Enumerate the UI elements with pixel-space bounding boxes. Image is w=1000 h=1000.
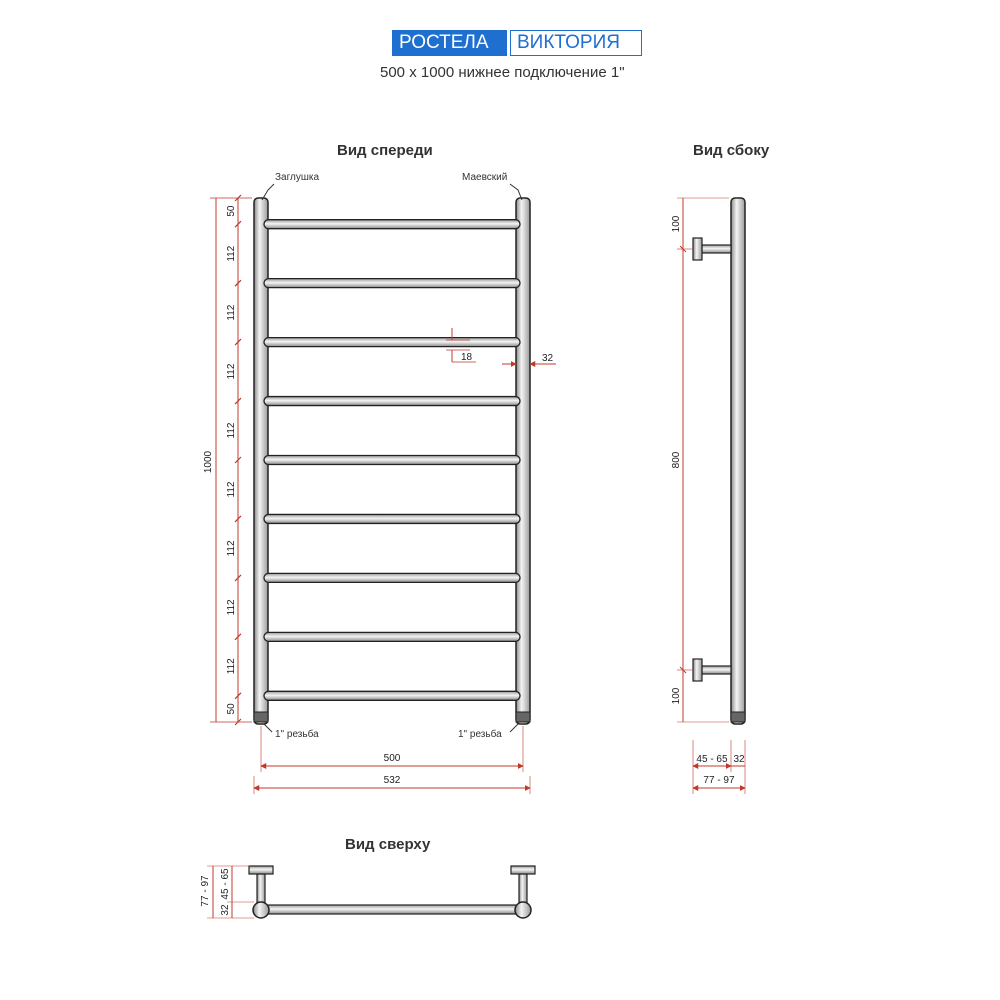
left-thread-end: [254, 712, 268, 722]
side-mount-range-label: 45 - 65: [696, 754, 728, 765]
thread-right-leader: [510, 724, 518, 732]
step-dimension-chain: [226, 195, 241, 725]
crossbar: [264, 397, 520, 406]
top-view-title: Вид сверху: [345, 836, 431, 853]
side-rail: [731, 198, 745, 724]
crossbar: [264, 573, 520, 582]
thread-right-label: 1" резьба: [458, 729, 502, 740]
subtitle: 500 x 1000 нижнее подключение 1": [380, 64, 625, 81]
side-rail-label: 32: [733, 754, 745, 765]
top-rail-label: 32: [220, 904, 231, 916]
brand-name-box: РОСТЕЛА: [392, 30, 507, 56]
side-thread-end: [731, 712, 745, 722]
width-total-label: 532: [383, 775, 401, 786]
crossbar: [264, 279, 520, 288]
side-top-offset-label: 100: [671, 215, 682, 233]
front-view: [203, 172, 556, 794]
side-middle-label: 800: [671, 451, 682, 469]
crossbars: [264, 220, 520, 701]
top-right-flange: [511, 866, 535, 874]
thread-left-leader: [264, 724, 272, 732]
side-depth-label: 77 - 97: [703, 775, 735, 786]
side-bracket-top-flange: [693, 238, 702, 260]
step-top-offset-label: 50: [226, 205, 237, 217]
step-label: 112: [226, 304, 237, 321]
step-label: 112: [226, 658, 237, 675]
crossbar: [264, 632, 520, 641]
crossbar: [264, 691, 520, 700]
mayevsky-label: Маевский: [462, 172, 508, 183]
side-bracket-top-arm: [702, 245, 731, 253]
side-view-title: Вид сбоку: [693, 142, 770, 159]
crossbar: [264, 338, 520, 347]
side-bracket-bottom-arm: [702, 666, 731, 674]
step-label: 112: [226, 599, 237, 616]
bar-diameter-label: 18: [461, 352, 473, 363]
step-label: 112: [226, 363, 237, 380]
height-total-label: 1000: [203, 450, 214, 474]
top-depth-label: 77 - 97: [200, 875, 211, 907]
plug-label: Заглушка: [275, 172, 320, 183]
top-right-rail: [515, 902, 531, 918]
step-label: 112: [226, 422, 237, 439]
top-left-flange: [249, 866, 273, 874]
side-bottom-offset-label: 100: [671, 687, 682, 705]
model-name-box: ВИКТОРИЯ: [510, 30, 642, 56]
crossbar: [264, 514, 520, 523]
crossbar: [264, 456, 520, 465]
width-axis-label: 500: [383, 753, 401, 764]
thread-left-label: 1" резьба: [275, 729, 319, 740]
front-view-title: Вид спереди: [337, 142, 433, 159]
top-right-arm: [519, 874, 527, 904]
top-left-rail: [253, 902, 269, 918]
right-thread-end: [516, 712, 530, 722]
step-label: 112: [226, 245, 237, 262]
step-bottom-offset-label: 50: [226, 703, 237, 715]
step-label: 112: [226, 540, 237, 557]
top-mount-range-label: 45 - 65: [220, 868, 231, 900]
top-crossbar: [261, 905, 523, 914]
plug-leader: [262, 184, 274, 200]
crossbar: [264, 220, 520, 229]
top-left-arm: [257, 874, 265, 904]
top-view: [200, 866, 535, 918]
side-bracket-bottom-flange: [693, 659, 702, 681]
side-view: [671, 198, 745, 794]
step-label: 112: [226, 481, 237, 498]
rail-diameter-label: 32: [542, 353, 554, 364]
